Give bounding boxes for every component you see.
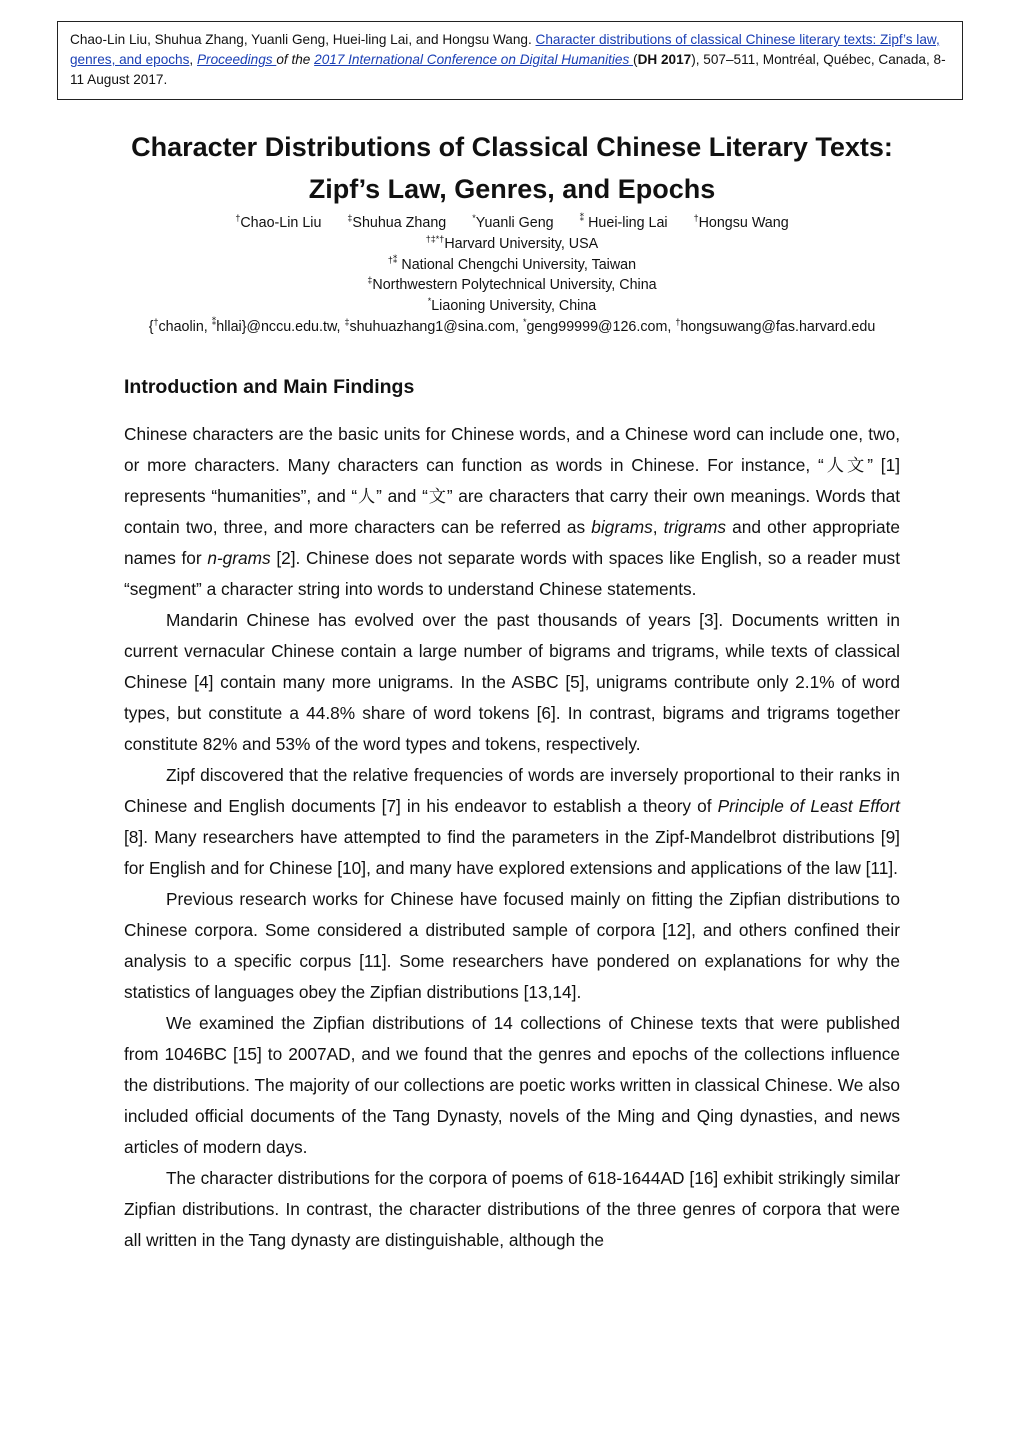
author (347, 213, 446, 234)
paragraph-text: [2]. Chinese does not separate words with spaces like English, so a reader must “segment” a character string into words to understand Chinese statements. (124, 548, 900, 599)
paper-title-link[interactable]: Character distributions of classical Chinese literary texts: Zipf’s law, genres, and epochs (70, 32, 940, 67)
paragraph-1 (124, 419, 900, 605)
paragraph-text: Zipf discovered that the relative frequencies of words are inversely proportional to their ranks in Chinese and English documents [7] in his endeavor to establish a theory of (124, 765, 900, 816)
paragraph-3 (124, 760, 900, 884)
paragraph-4: Previous research works for Chinese have focused mainly on fitting the Zipfian distributions to Chinese corpora. Some considered a distributed sample of corpora [12], and others confined their analysis to a specific corpus [11]. Some researchers have pondered on explanations for why the statistics of languages obey the Zipfian distributions [13,14]. (124, 889, 900, 1002)
conference-link-text: 2017 International Conference on Digital Humanities (314, 52, 634, 67)
affiliation-text: National Chengchi University, Taiwan (397, 256, 637, 273)
author-mark: ‡ (347, 213, 353, 223)
email-text: shuhuazhang1@sina.com, (349, 318, 523, 335)
author (580, 213, 668, 234)
affiliation-mark: †‡*† (425, 233, 445, 244)
citation-suffix: ), 507–511, Montréal, Québec, Canada, 8-11 August 2017. (70, 52, 946, 87)
email-mark: ⁑ (211, 316, 217, 327)
author (235, 213, 321, 234)
affiliation-text: Harvard University, USA (444, 235, 599, 252)
email-text: chaolin, (158, 318, 212, 335)
author (694, 213, 789, 234)
body-text (124, 419, 900, 1256)
affiliation-text: Northwestern Polytechnical University, China (372, 277, 657, 294)
email-line (0, 317, 1024, 338)
email-text: hongsuwang@fas.harvard.edu (680, 318, 876, 335)
author-name: Hongsu Wang (698, 215, 789, 231)
citation-separator: , (189, 52, 197, 67)
section-heading: Introduction and Main Findings (124, 376, 415, 398)
email-mark: † (675, 316, 681, 327)
affiliation (0, 255, 1024, 276)
affiliation (0, 275, 1024, 296)
affiliation-mark: * (427, 296, 432, 307)
email-open-brace: { (148, 318, 154, 335)
paper-title-line-1: Character Distributions of Classical Chinese Literary Texts: (131, 132, 893, 162)
author-name: Yuanli Geng (475, 215, 554, 231)
author-name: Chao-Lin Liu (240, 215, 322, 231)
affiliation (0, 296, 1024, 317)
author-mark: ⁑ (579, 213, 585, 223)
author-name: Shuhua Zhang (352, 215, 447, 231)
author-name: Huei-ling Lai (584, 215, 668, 231)
author-mark: * (472, 213, 476, 223)
citation-box (57, 21, 963, 100)
author-list (0, 213, 1024, 234)
emphasis: trigrams (663, 517, 727, 537)
author (472, 213, 553, 234)
paragraph-text: [8]. Many researchers have attempted to find the parameters in the Zipf-Mandelbrot distributions [9] for English and for Chinese [10], and many have explored extensions and applications of the law [11]. (124, 827, 900, 878)
paragraph-5: We examined the Zipfian distributions of 14 collections of Chinese texts that were published from 1046BC [15] to 2007AD, and we found that the genres and epochs of the collections influence the distributions. The majority of our collections are poetic works written in classical Chinese. We also included official documents of the Tang Dynasty, novels of the Ming and Qing dynasties, and news articles of modern days. (124, 1013, 900, 1157)
citation-authors: Chao-Lin Liu, Shuhua Zhang, Yuanli Geng, Huei-ling Lai, and Hongsu Wang. (70, 32, 536, 47)
proceedings-link-text: Proceedings (196, 52, 277, 67)
author-block (0, 213, 1024, 338)
paragraph-text: , (652, 517, 664, 537)
affiliation-text: Liaoning University, China (431, 298, 597, 315)
citation-dh: DH 2017 (637, 52, 692, 67)
author-mark: † (235, 213, 241, 223)
email-mark: * (522, 316, 527, 327)
author-mark: † (693, 213, 699, 223)
affiliation-mark: †⁑ (387, 254, 398, 265)
emphasis: bigrams (591, 517, 653, 537)
paragraph-text: and other appropriate names for (124, 517, 900, 568)
paragraph-text: Chinese characters are the basic units for Chinese words, and a Chinese word can include one, two, or more characters. Many characters can function as words in Chinese. For instance, “人文” [1] represents “humanities”, and “人” and “文” are characters that carry their own meanings. Words that contain two, three, and more characters can be referred as (124, 424, 900, 537)
paper-title-line-2: Zipf’s Law, Genres, and Epochs (308, 174, 716, 204)
citation-open-paren: ( (633, 52, 638, 67)
proceedings-link[interactable] (197, 52, 276, 67)
email-mark: ‡ (344, 316, 350, 327)
emphasis: Principle of Least Effort (717, 796, 900, 816)
affiliation-mark: ‡ (367, 275, 373, 286)
affiliation (0, 234, 1024, 255)
paragraph-2: Mandarin Chinese has evolved over the past thousands of years [3]. Documents written in current vernacular Chinese contain a large number of bigrams and trigrams, while texts of classical Chinese [4] contain many more unigrams. In the ASBC [5], unigrams contribute only 2.1% of word types, but constitute a 44.8% share of word tokens [6]. In contrast, bigrams and trigrams together constitute 82% and 53% of the word types and tokens, respectively. (124, 610, 900, 754)
conference-link[interactable] (314, 52, 633, 67)
paper-title (0, 126, 1024, 210)
emphasis: n-grams (207, 548, 271, 568)
email-text: geng99999@126.com, (526, 318, 676, 335)
email-mark: † (153, 316, 159, 327)
email-text: hllai}@nccu.edu.tw, (216, 318, 345, 335)
citation-of-the: of the (276, 52, 315, 67)
paragraph-6: The character distributions for the corpora of poems of 618-1644AD [16] exhibit strikingly similar Zipfian distributions. In contrast, the character distributions of the three genres of corpora that were all written in the Tang dynasty are distinguishable, although the (124, 1168, 900, 1250)
